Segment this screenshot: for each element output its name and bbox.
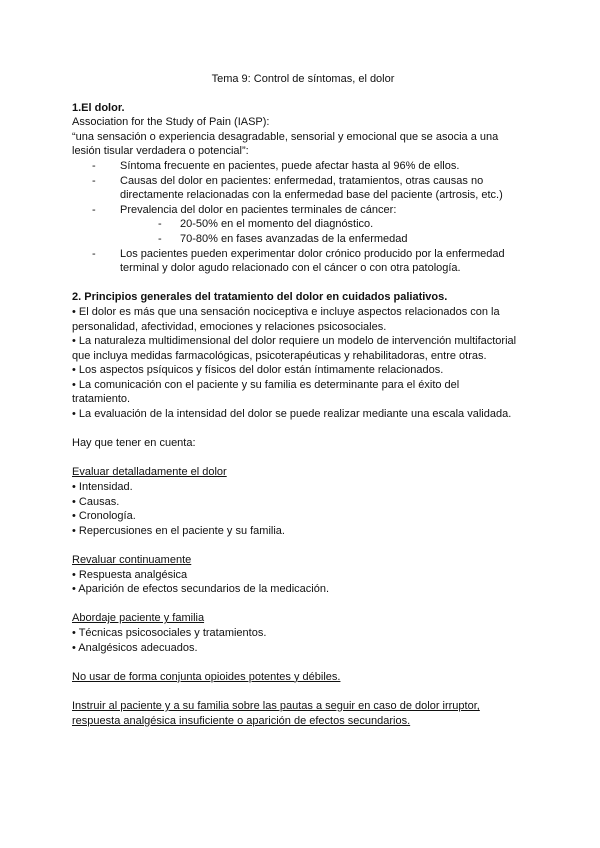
revaluar-item: • Aparición de efectos secundarios de la medicación. <box>72 583 330 596</box>
evaluar-heading: Evaluar detalladamente el dolor <box>72 466 227 479</box>
section-1-heading: 1.El dolor. <box>72 101 125 114</box>
abordaje-heading: Abordaje paciente y familia <box>72 612 205 625</box>
principle-item: • Los aspectos psíquicos y físicos del dolor están íntimamente relacionados. <box>72 364 444 377</box>
section-2-heading: 2. Principios generales del tratamiento del dolor en cuidados paliativos. <box>72 291 448 304</box>
abordaje-item: • Técnicas psicosociales y tratamientos. <box>72 626 267 639</box>
pain-facts-list <box>72 159 520 276</box>
document-title: Tema 9: Control de síntomas, el dolor <box>211 73 395 85</box>
list-item-text: Prevalencia del dolor en pacientes terminales de cáncer: <box>120 203 397 216</box>
iasp-source: Association for the Study of Pain (IASP): <box>72 116 270 129</box>
evaluar-item: • Causas. <box>72 495 120 508</box>
prevalence-sublist <box>120 217 520 246</box>
evaluar-item: • Cronología. <box>72 510 136 523</box>
abordaje-block <box>72 611 520 655</box>
opioid-warning: No usar de forma conjunta opioides potentes y débiles. <box>72 670 341 683</box>
evaluar-item: • Repercusiones en el paciente y su familia. <box>72 524 285 537</box>
consideration-note: Hay que tener en cuenta: <box>72 437 196 450</box>
section-el-dolor <box>72 101 520 276</box>
list-item: - Síntoma frecuente en pacientes, puede afectar hasta al 96% de ellos. <box>92 159 520 174</box>
sublist-item: - 20-50% en el momento del diagnóstico. <box>158 217 520 232</box>
pain-definition: “una sensación o experiencia desagradable, sensorial y emocional que se asocia a una lesión tisular verdadera o potencial”: <box>72 130 499 158</box>
section-principios <box>72 290 520 421</box>
abordaje-item: • Analgésicos adecuados. <box>72 641 198 654</box>
revaluar-heading: Revaluar continuamente <box>72 554 192 566</box>
list-item: - Los pacientes pueden experimentar dolor crónico producido por la enfermedad terminal y dolor agudo relacionado con el cáncer o con otra patología. <box>92 247 520 276</box>
list-item: - Causas del dolor en pacientes: enfermedad, tratamientos, otras causas no directamente relacionadas con la enfermedad base del paciente (artrosis, etc.) <box>92 174 520 203</box>
evaluar-block <box>72 465 520 538</box>
principle-item: • El dolor es más que una sensación nociceptiva e incluye aspectos relacionados con la personalidad, afectividad, emociones y relaciones psicosociales. <box>72 305 500 333</box>
list-item-prevalence <box>92 203 520 247</box>
revaluar-block <box>72 553 520 597</box>
sublist-item: - 70-80% en fases avanzadas de la enfermedad <box>158 232 520 247</box>
principle-item: • La naturaleza multidimensional del dolor requiere un modelo de intervención multifactorial que incluya medidas farmacológicas, psicoterapéuticas y rehabilitadoras, entre otras. <box>72 335 517 362</box>
revaluar-item: • Respuesta analgésica <box>72 568 188 581</box>
evaluar-item: • Intensidad. <box>72 481 133 494</box>
principle-item: • La comunicación con el paciente y su familia es determinante para el éxito del tratamiento. <box>72 378 460 406</box>
patient-instruction: Instruir al paciente y a su familia sobre las pautas a seguir en caso de dolor irruptor, respuesta analgésica insuficiente o aparición de efectos secundarios. <box>72 699 480 727</box>
principle-item: • La evaluación de la intensidad del dolor se puede realizar mediante una escala validada. <box>72 408 512 421</box>
